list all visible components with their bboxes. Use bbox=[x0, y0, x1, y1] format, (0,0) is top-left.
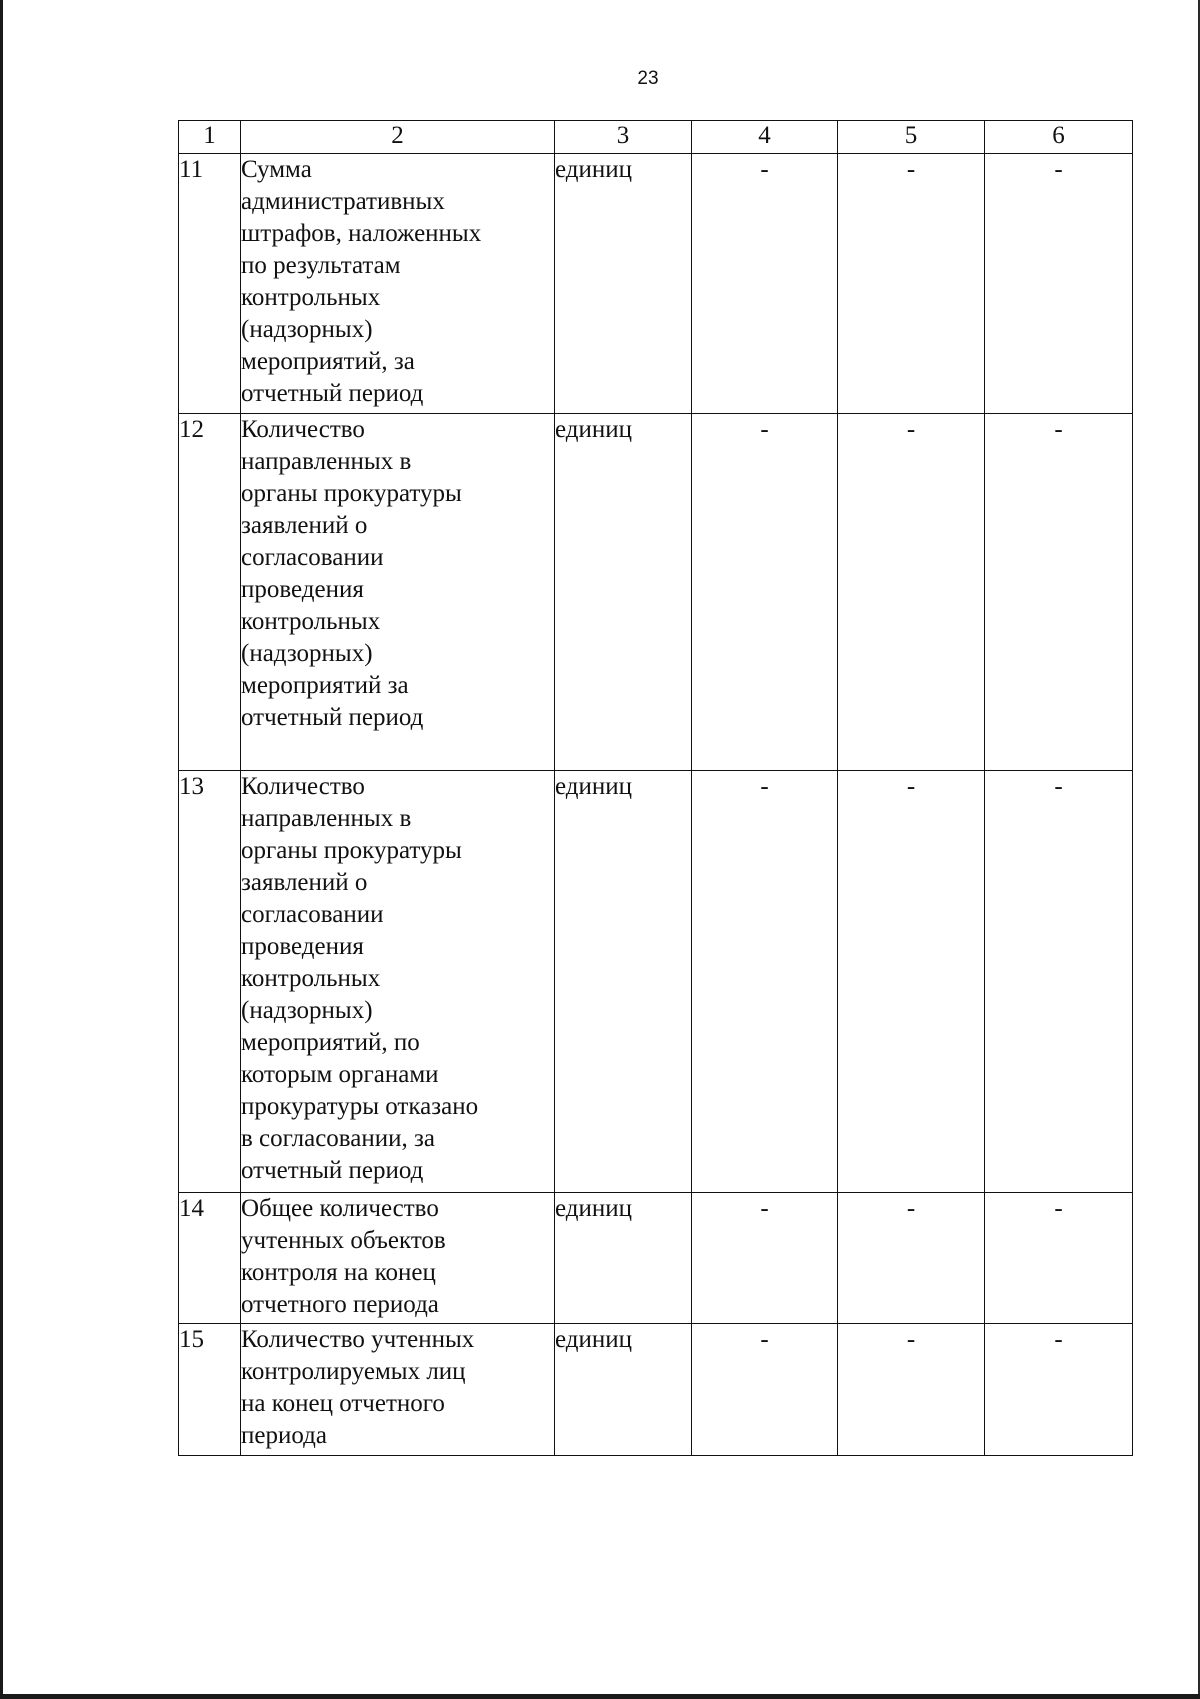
row-number: 15 bbox=[179, 1324, 241, 1456]
value-cell-4: - bbox=[692, 1324, 838, 1456]
unit-cell: единиц bbox=[555, 1193, 692, 1324]
row-number: 13 bbox=[179, 771, 241, 1193]
table-row bbox=[179, 1324, 1133, 1456]
value-cell-6: - bbox=[985, 1193, 1133, 1324]
value-cell-4: - bbox=[692, 414, 838, 771]
indicator-name: Количество направленных в органы прокуратуры заявлений о согласовании проведения контрольных (надзорных) мероприятий, по которым органами прокуратуры отказано в согласовании, за отчетный период bbox=[241, 773, 479, 1184]
indicators-table bbox=[178, 120, 1133, 1456]
table-header-row bbox=[179, 121, 1133, 154]
indicator-name: Сумма административных штрафов, наложенных по результатам контрольных (надзорных) мероприятий, за отчетный период bbox=[241, 156, 482, 407]
value-cell-5: - bbox=[838, 771, 985, 1193]
unit-cell: единиц bbox=[555, 154, 692, 414]
row-number: 14 bbox=[179, 1193, 241, 1324]
value-cell-6: - bbox=[985, 414, 1133, 771]
value-cell-5: - bbox=[838, 1324, 985, 1456]
header-col-4: 4 bbox=[692, 121, 838, 154]
header-col-5: 5 bbox=[838, 121, 985, 154]
header-col-2: 2 bbox=[241, 121, 555, 154]
header-col-6: 6 bbox=[985, 121, 1133, 154]
value-cell-5: - bbox=[838, 414, 985, 771]
header-col-1: 1 bbox=[179, 121, 241, 154]
unit-cell: единиц bbox=[555, 414, 692, 771]
table-row bbox=[179, 414, 1133, 771]
indicator-name: Общее количество учтенных объектов контроля на конец отчетного периода bbox=[241, 1195, 446, 1318]
scan-edge-left bbox=[0, 0, 3, 1699]
row-number: 12 bbox=[179, 414, 241, 771]
row-number: 11 bbox=[179, 154, 241, 414]
table-row bbox=[179, 771, 1133, 1193]
value-cell-4: - bbox=[692, 154, 838, 414]
value-cell-4: - bbox=[692, 1193, 838, 1324]
table-row bbox=[179, 154, 1133, 414]
value-cell-5: - bbox=[838, 154, 985, 414]
value-cell-5: - bbox=[838, 1193, 985, 1324]
scan-edge-bottom bbox=[0, 1694, 1200, 1699]
header-col-3: 3 bbox=[555, 121, 692, 154]
unit-cell: единиц bbox=[555, 1324, 692, 1456]
table-row bbox=[179, 1193, 1133, 1324]
value-cell-6: - bbox=[985, 771, 1133, 1193]
value-cell-6: - bbox=[985, 1324, 1133, 1456]
page-number: 23 bbox=[637, 68, 659, 89]
indicator-name: Количество направленных в органы прокуратуры заявлений о согласовании проведения контрольных (надзорных) мероприятий за отчетный период bbox=[241, 416, 462, 731]
value-cell-4: - bbox=[692, 771, 838, 1193]
value-cell-6: - bbox=[985, 154, 1133, 414]
unit-cell: единиц bbox=[555, 771, 692, 1193]
indicator-name: Количество учтенных контролируемых лиц на конец отчетного периода bbox=[241, 1326, 475, 1449]
